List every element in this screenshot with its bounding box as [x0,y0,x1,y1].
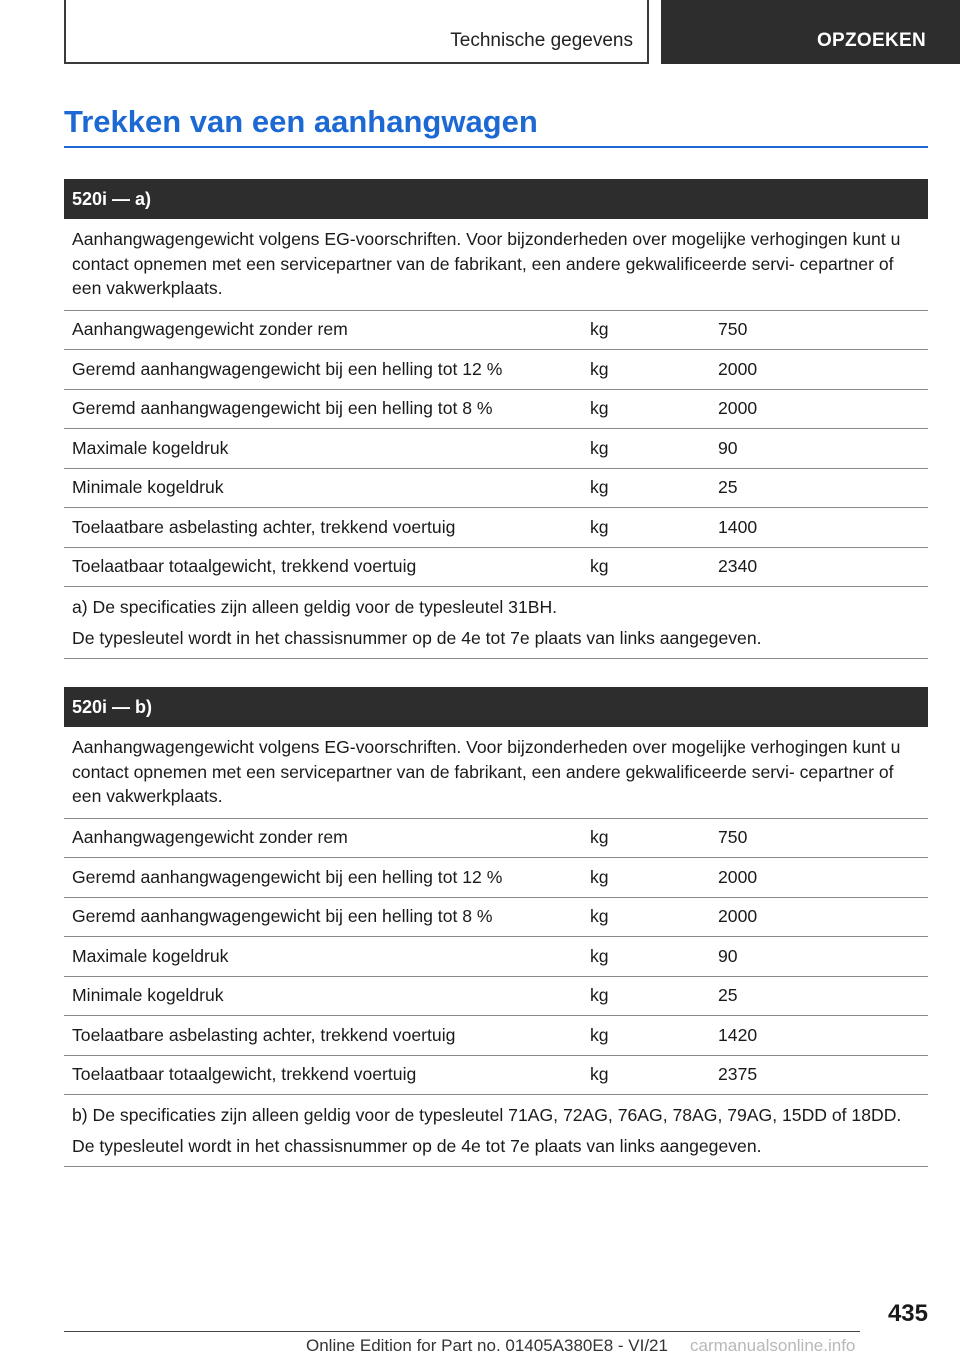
row-unit: kg [590,1064,609,1085]
watermark: carmanualsonline.info [690,1336,856,1355]
row-value: 90 [718,437,738,458]
page-title: Trekken van een aanhangwagen [64,104,538,139]
spec-table-notes [64,1095,928,1167]
row-unit: kg [590,358,609,379]
row-unit: kg [590,516,609,537]
row-label: Toelaatbare asbelasting achter, trekkend voertuig [72,516,456,537]
title-divider [64,146,928,148]
row-value: 2000 [718,906,758,927]
row-value: 25 [718,985,738,1006]
row-unit: kg [590,556,609,577]
section-tab [64,0,649,64]
row-unit: kg [590,437,609,458]
row-value: 2000 [718,866,758,887]
row-value: 2340 [718,556,758,577]
row-unit: kg [590,319,609,340]
row-label: Minimale kogeldruk [72,477,224,498]
table-row [64,977,928,1017]
spec-table-a [64,179,928,659]
spec-table-b [64,687,928,1167]
row-label: Minimale kogeldruk [72,985,224,1006]
table-row [64,819,928,859]
row-value: 2000 [718,358,758,379]
row-value: 2000 [718,398,758,419]
row-unit: kg [590,1024,609,1045]
table-row [64,1056,928,1096]
row-label: Aanhangwagengewicht zonder rem [72,827,348,848]
spec-table-intro: Aanhangwagengewicht volgens EG-voorschriften. Voor bijzonderheden over mogelijke verhogingen kunt u contact opnemen met een servicepartner van de fabrikant, een andere gekwalificeerde servi- cepartner of een vakwerkplaats. [64,727,928,819]
row-value: 1420 [718,1024,758,1045]
row-unit: kg [590,477,609,498]
row-label: Geremd aanhangwagengewicht bij een helling tot 12 % [72,866,503,887]
page-number: 435 [887,1300,928,1327]
row-unit: kg [590,906,609,927]
table-row [64,1016,928,1056]
row-value: 90 [718,945,738,966]
table-row [64,469,928,509]
table-row [64,350,928,390]
row-value: 25 [718,477,738,498]
row-unit: kg [590,398,609,419]
row-unit: kg [590,945,609,966]
table-row [64,937,928,977]
row-label: Geremd aanhangwagengewicht bij een helling tot 8 % [72,398,493,419]
table-row [64,858,928,898]
row-label: Toelaatbaar totaalgewicht, trekkend voertuig [72,556,417,577]
footnote: a) De specificaties zijn alleen geldig voor de typesleutel 31BH. [72,597,558,617]
table-row [64,429,928,469]
row-value: 750 [718,827,748,848]
row-label: Maximale kogeldruk [72,437,229,458]
table-row [64,898,928,938]
spec-table-notes [64,587,928,659]
row-label: Maximale kogeldruk [72,945,229,966]
footnote: De typesleutel wordt in het chassisnummer op de 4e tot 7e plaats van links aangegeven. [72,628,762,648]
row-unit: kg [590,827,609,848]
edition-label: Online Edition for Part no. 01405A380E8 - VI/21 [306,1336,668,1355]
spec-table-intro: Aanhangwagengewicht volgens EG-voorschriften. Voor bijzonderheden over mogelijke verhogingen kunt u contact opnemen met een servicepartner van de fabrikant, een andere gekwalificeerde servi- cepartner of een vakwerkplaats. [64,219,928,311]
row-label: Toelaatbare asbelasting achter, trekkend voertuig [72,1024,456,1045]
row-unit: kg [590,985,609,1006]
row-value: 2375 [718,1064,758,1085]
spec-table-heading: 520i — a) [64,179,928,219]
spec-table-heading: 520i — b) [64,687,928,727]
row-label: Geremd aanhangwagengewicht bij een helling tot 12 % [72,358,503,379]
row-value: 1400 [718,516,758,537]
table-row [64,390,928,430]
table-row [64,548,928,588]
row-label: Toelaatbaar totaalgewicht, trekkend voertuig [72,1064,417,1085]
row-label: Aanhangwagengewicht zonder rem [72,319,348,340]
footnote: De typesleutel wordt in het chassisnummer op de 4e tot 7e plaats van links aangegeven. [72,1136,762,1156]
lookup-button[interactable] [661,0,960,64]
table-row [64,311,928,351]
lookup-button-label: OPZOEKEN [816,30,926,51]
table-row [64,508,928,548]
footnote: b) De specificaties zijn alleen geldig voor de typesleutel 71AG, 72AG, 76AG, 78AG, 79AG, 15DD of 18DD. [72,1105,902,1125]
footer-divider [64,1331,860,1332]
row-unit: kg [590,866,609,887]
row-label: Geremd aanhangwagengewicht bij een helling tot 8 % [72,906,493,927]
row-value: 750 [718,319,748,340]
section-tab-label: Technische gegevens [450,30,633,51]
